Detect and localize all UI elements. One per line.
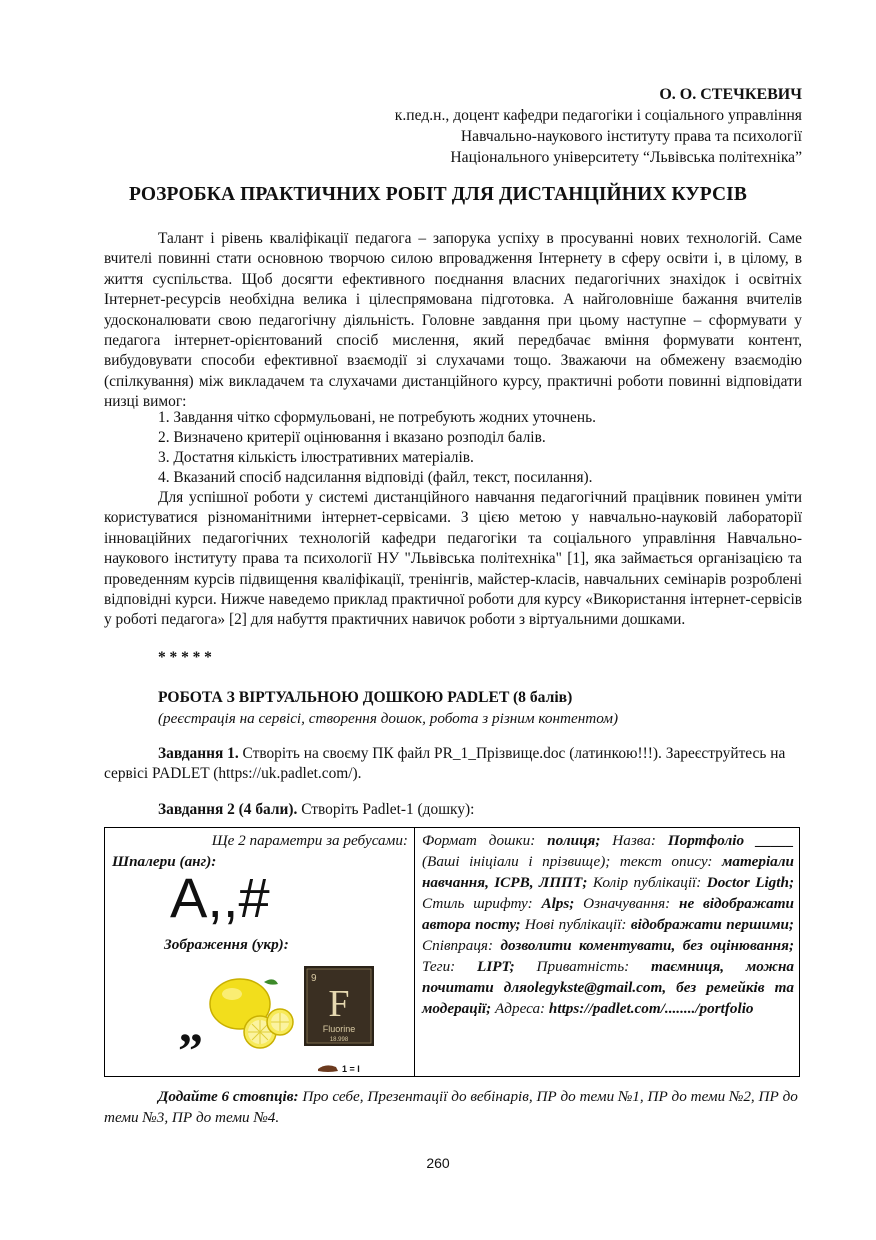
requirement-item-1: 1. Завдання чітко сформульовані, не потребують жодних уточнень. [158, 409, 596, 426]
fluorine-element-tile [304, 966, 374, 1046]
table-right-run: https://padlet.com/......../portfolio [548, 1000, 754, 1017]
author-affiliation-line3: Національного університету “Львівська політехніка” [450, 149, 802, 166]
table-right-run: Портфоліо [667, 832, 745, 849]
table-right-run: Означування: [574, 895, 680, 912]
rebus-equation-text: 1 = I [342, 1064, 360, 1074]
table-right-run: Співпраця: [422, 937, 501, 954]
columns-instruction-text: Про себе, Презентації до вебінарів, ПР до теми №1, ПР до теми №2, ПР до теми №3, ПР до теми №4. [104, 1088, 798, 1126]
finger-icon [318, 1065, 338, 1072]
table-right-run: Адреса: [491, 1000, 549, 1017]
columns-instruction-label: Додайте 6 стовпців: [158, 1088, 299, 1105]
table-right-run: (Ваші ініціали і прізвище); текст опису: [422, 853, 722, 870]
requirement-item-4: 4. Вказаний спосіб надсилання відповіді (файл, текст, посилання). [158, 469, 593, 486]
table-right-run: Назва: [600, 832, 668, 849]
author-name: О. О. СТЕЧКЕВИЧ [659, 86, 802, 103]
paper-title: РОЗРОБКА ПРАКТИЧНИХ РОБІТ ДЛЯ ДИСТАНЦІЙНИХ КУРСІВ [129, 184, 747, 205]
wallpaper-label: Шпалери (анг): [112, 853, 217, 870]
table-right-run: Приватність: [514, 958, 652, 975]
table-right-run: Теги: [422, 958, 478, 975]
element-name: Fluorine [322, 1024, 356, 1034]
section-separator: * * * * * [158, 649, 212, 666]
requirement-item-2: 2. Визначено критерії оцінювання і вказано розподіл балів. [158, 429, 546, 446]
table-right-run: полиця; [547, 832, 601, 849]
page-number: 260 [426, 1155, 450, 1171]
table-right-run: Нові публікації: [520, 916, 631, 933]
requirement-item-3: 3. Достатня кількість ілюстративних матеріалів. [158, 449, 474, 466]
main-paragraph: Для успішної роботи у системі дистанційного навчання педагогічний працівник повинен уміти користуватися різноманітними інтернет-сервісами. З цією метою у навчально-науковій лабораторії інноваційних педагогічних технологій кафедри педагогіки та соціального управління Навчально-наукового інституту права та психології НУ "Львівська політехніка" [1], яка займається організацією та проведенням курсів підвищення кваліфікації, тренінгів, майстер-класів, навчальних семінарів розроблені відповідні курси. Нижче наведемо приклад практичної роботи для курсу «Використання інтернет-сервісів у роботі педагога» [2] для набуття практичних навичок роботи з віртуальними дошками. [104, 489, 802, 629]
section-subtitle: (реєстрація на сервісі, створення дошок, робота з різним контентом) [158, 710, 619, 727]
table-right-run: не відображати автора посту; [422, 895, 795, 933]
element-mass: 18.998 [329, 1037, 349, 1043]
task-1-label: Завдання 1. [158, 745, 239, 762]
rebus-intro: Ще 2 параметри за ребусами: [211, 832, 408, 849]
author-affiliation-line2: Навчально-наукового інституту права та психології [460, 128, 802, 145]
columns-instruction [104, 1086, 802, 1128]
intro-paragraph: Талант і рівень кваліфікації педагога – запорука успіху в просуванні нових технологій. Саме вчителі повинні стати основною творчою силою впровадження Інтернету в сферу освіти і, в цілому, в життя суспільства. Щоб досягти ефективного поєднання власних педагогічних знахідок і освітніх Інтернет-ресурсів необхідна велика і цілеспрямована підготовка. А найголовніше бажання вчителів удосконалювати свою педагогічну діяльність. Головне завдання при цьому наступне – сформувати у педагога інтернет-орієнтований спосіб мислення, який передбачає вміння формувати контент, вибудовувати способи ефективної взаємодії зі слухачами тощо. Зважаючи на обмежену взаємодію (спілкування) між викладачем та слухачами дистанційного курсу, практичні роботи повинні відповідати низці вимог: [104, 230, 802, 411]
table-right-run: дозволити коментувати, без оцінювання; [500, 937, 794, 954]
element-symbol: F [328, 983, 350, 1025]
lemon-icon [204, 970, 296, 1050]
table-right-cell [422, 830, 794, 1019]
task-2 [104, 800, 802, 820]
rebus-wallpaper-text: A,,# [170, 866, 270, 929]
task-1-text: Створіть на своєму ПК файл PR_1_Прізвище.doc (латинкою!!!). Зареєструйтесь на сервісі PADLET (https://uk.padlet.com/). [104, 745, 786, 783]
image-label: Зображення (укр): [164, 936, 289, 953]
section-title: РОБОТА З ВІРТУАЛЬНОЮ ДОШКОЮ PADLET (8 балів) [158, 689, 573, 706]
table-right-run: матеріали навчання, ІСРВ, ЛППТ; [422, 853, 794, 891]
table-right-run: LIPT; [477, 958, 515, 975]
table-right-run: Doctor Ligth; [706, 874, 795, 891]
task-2-text: Створіть Padlet-1 (дошку): [297, 801, 475, 818]
table-right-run: Колір публікації: [587, 874, 707, 891]
author-affiliation-line1: к.пед.н., доцент кафедри педагогіки і соціального управління [394, 107, 802, 124]
rebus-quote-mark: ” [178, 1022, 203, 1078]
table-right-run: відображати першими; [630, 916, 794, 933]
rebus-equation [316, 1061, 376, 1075]
table-right-run: таємниця, можна почитати дляolegykste@gmail.com, без ремейків та модерації; [422, 958, 795, 1017]
task-1 [104, 744, 802, 785]
table-right-run: _____ [744, 832, 794, 849]
table-right-run: Формат дошки: [422, 832, 548, 849]
table-column-divider [414, 827, 415, 1077]
task-2-label: Завдання 2 (4 бали). [158, 801, 298, 818]
table-right-run: Alps; [541, 895, 575, 912]
element-number: 9 [311, 973, 317, 984]
table-right-run: Стиль шрифту: [422, 895, 542, 912]
author-block [395, 84, 802, 168]
